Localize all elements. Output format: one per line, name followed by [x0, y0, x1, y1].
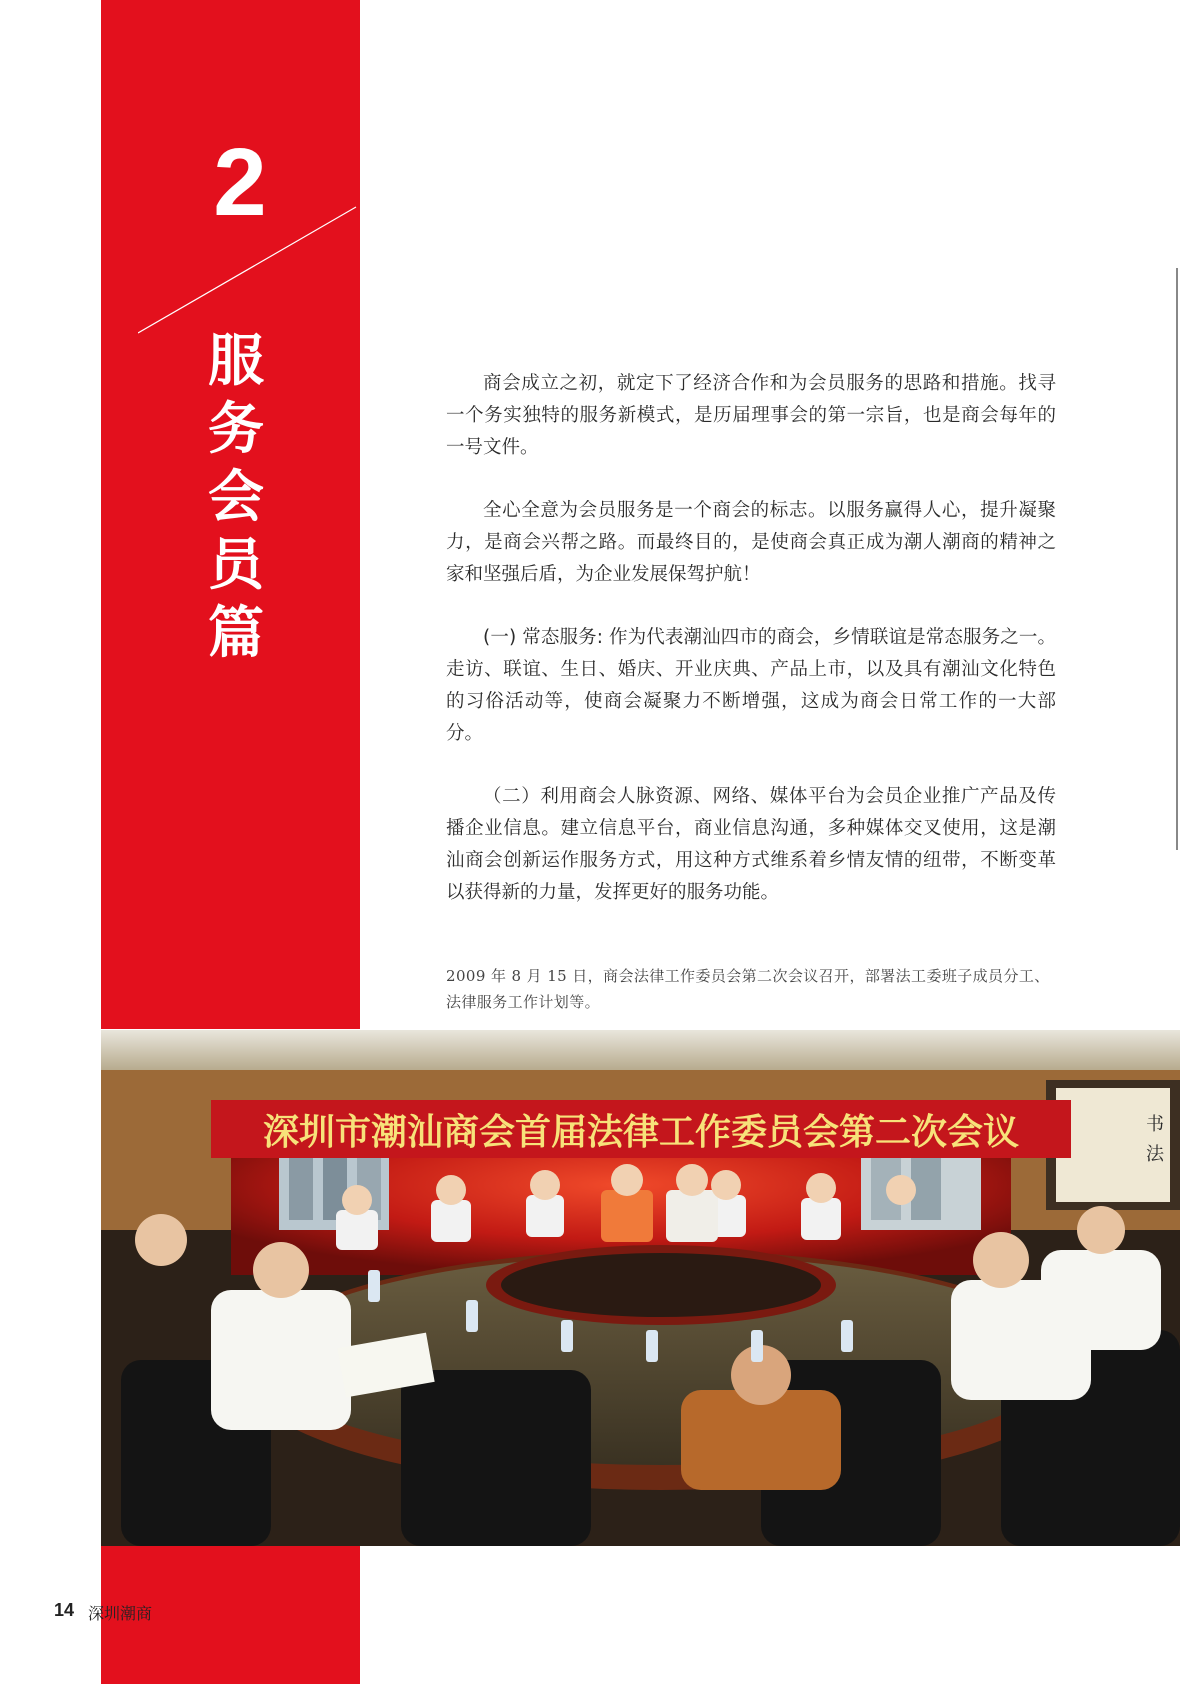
- banner-text: 深圳市潮汕商会首届法律工作委员会第二次会议: [262, 1112, 1020, 1153]
- svg-text:法: 法: [1146, 1144, 1164, 1165]
- svg-text:书: 书: [1146, 1114, 1164, 1135]
- chapter-title: 服务会员篇: [208, 329, 264, 666]
- margin-rule: [1176, 268, 1178, 850]
- photo-caption: 2009 年 8 月 15 日，商会法律工作委员会第二次会议召开，部署法工委班子成员分工、法律服务工作计划等。: [446, 967, 1050, 1011]
- chapter-number: 2: [213, 129, 267, 236]
- paragraph-4: （二）利用商会人脉资源、网络、媒体平台为会员企业推广产品及传播企业信息。建立信息平台，商业信息沟通，多种媒体交叉使用，这是潮汕商会创新运作服务方式，用这种方式维系着乡情友情的纽带，不断变革以获得新的力量，发挥更好的服务功能。: [446, 786, 1056, 903]
- page-number: 14: [54, 1600, 75, 1620]
- magazine-name: 深圳潮商: [88, 1604, 153, 1623]
- paragraph-3: (一) 常态服务: 作为代表潮汕四市的商会，乡情联谊是常态服务之一。走访、联谊、生日、婚庆、开业庆典、产品上市，以及具有潮汕文化特色的习俗活动等，使商会凝聚力不断增强，这成为商会日常工作的一大部分。: [446, 627, 1056, 744]
- paragraph-1: 商会成立之初，就定下了经济合作和为会员服务的思路和措施。找寻一个务实独特的服务新模式，是历届理事会的第一宗旨，也是商会每年的一号文件。: [446, 373, 1056, 458]
- meeting-photo: [101, 1030, 1180, 1546]
- diagonal-divider: [138, 205, 358, 335]
- article-body: [446, 368, 1056, 940]
- paragraph-2: 全心全意为会员服务是一个商会的标志。以服务赢得人心，提升凝聚力，是商会兴帮之路。而最终目的，是使商会真正成为潮人潮商的精神之家和坚强后盾，为企业发展保驾护航！: [446, 500, 1056, 585]
